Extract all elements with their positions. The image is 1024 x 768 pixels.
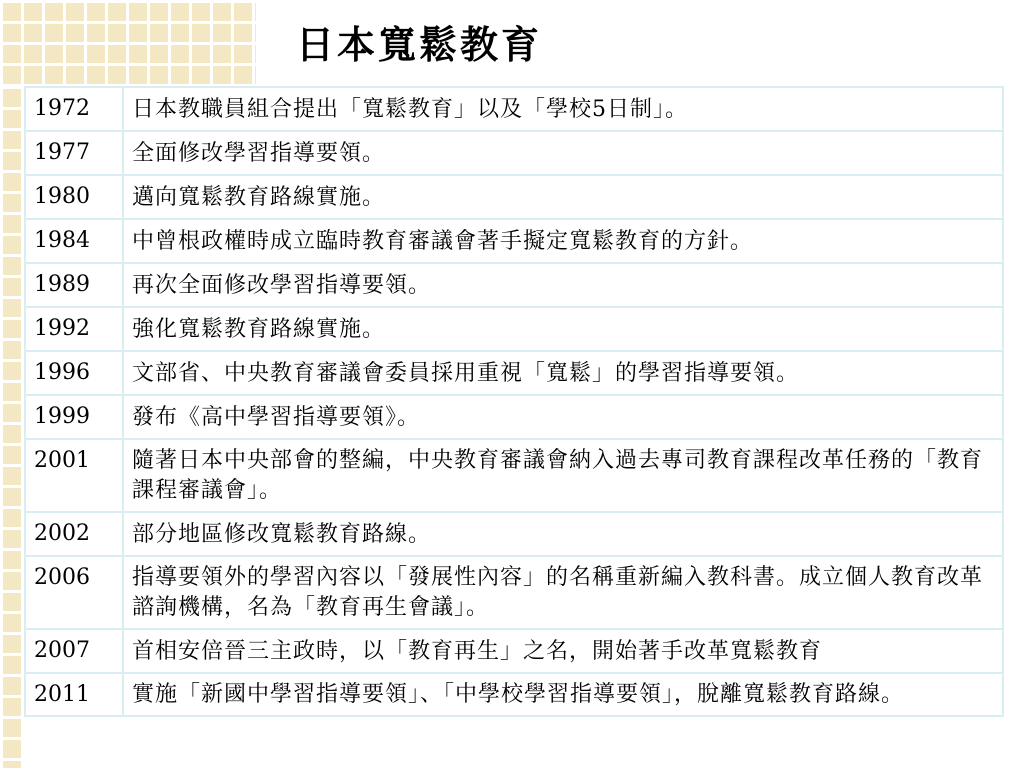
event-cell: 強化寬鬆教育路線實施。 [123,307,1003,351]
table-row [25,629,1003,673]
year-cell: 1984 [25,219,123,263]
table-row [25,673,1003,716]
event-cell: 日本教職員組合提出「寬鬆教育」以及「學校5日制」。 [123,87,1003,131]
timeline-table [24,86,1004,717]
table-row [25,131,1003,175]
table-row [25,351,1003,395]
event-cell: 發布《高中學習指導要領》。 [123,395,1003,439]
year-cell: 2006 [25,556,123,629]
table-row [25,395,1003,439]
event-cell: 首相安倍晉三主政時，以「教育再生」之名，開始著手改革寬鬆教育 [123,629,1003,673]
decorative-grid-strip [0,86,24,768]
event-cell: 文部省、中央教育審議會委員採用重視「寬鬆」的學習指導要領。 [123,351,1003,395]
event-cell: 部分地區修改寬鬆教育路線。 [123,512,1003,556]
year-cell: 1980 [25,175,123,219]
event-cell: 隨著日本中央部會的整編，中央教育審議會納入過去專司教育課程改革任務的「教育課程審議會」。 [123,439,1003,512]
event-cell: 再次全面修改學習指導要領。 [123,263,1003,307]
year-cell: 1996 [25,351,123,395]
table-row [25,512,1003,556]
year-cell: 1999 [25,395,123,439]
event-cell: 實施「新國中學習指導要領」、「中學校學習指導要領」，脫離寬鬆教育路線。 [123,673,1003,716]
table-row [25,263,1003,307]
year-cell: 2007 [25,629,123,673]
page-title: 日本寬鬆教育 [296,22,543,67]
table-row [25,439,1003,512]
table-row [25,219,1003,263]
event-cell: 邁向寬鬆教育路線實施。 [123,175,1003,219]
decorative-grid-pattern [0,0,256,86]
table-row [25,175,1003,219]
year-cell: 1989 [25,263,123,307]
table-row [25,556,1003,629]
table-row [25,87,1003,131]
event-cell: 指導要領外的學習內容以「發展性內容」的名稱重新編入教科書。成立個人教育改革諮詢機構，名為「教育再生會議」。 [123,556,1003,629]
year-cell: 2011 [25,673,123,716]
year-cell: 2002 [25,512,123,556]
table-row [25,307,1003,351]
year-cell: 1992 [25,307,123,351]
event-cell: 全面修改學習指導要領。 [123,131,1003,175]
year-cell: 1977 [25,131,123,175]
year-cell: 1972 [25,87,123,131]
year-cell: 2001 [25,439,123,512]
event-cell: 中曾根政權時成立臨時教育審議會著手擬定寬鬆教育的方針。 [123,219,1003,263]
